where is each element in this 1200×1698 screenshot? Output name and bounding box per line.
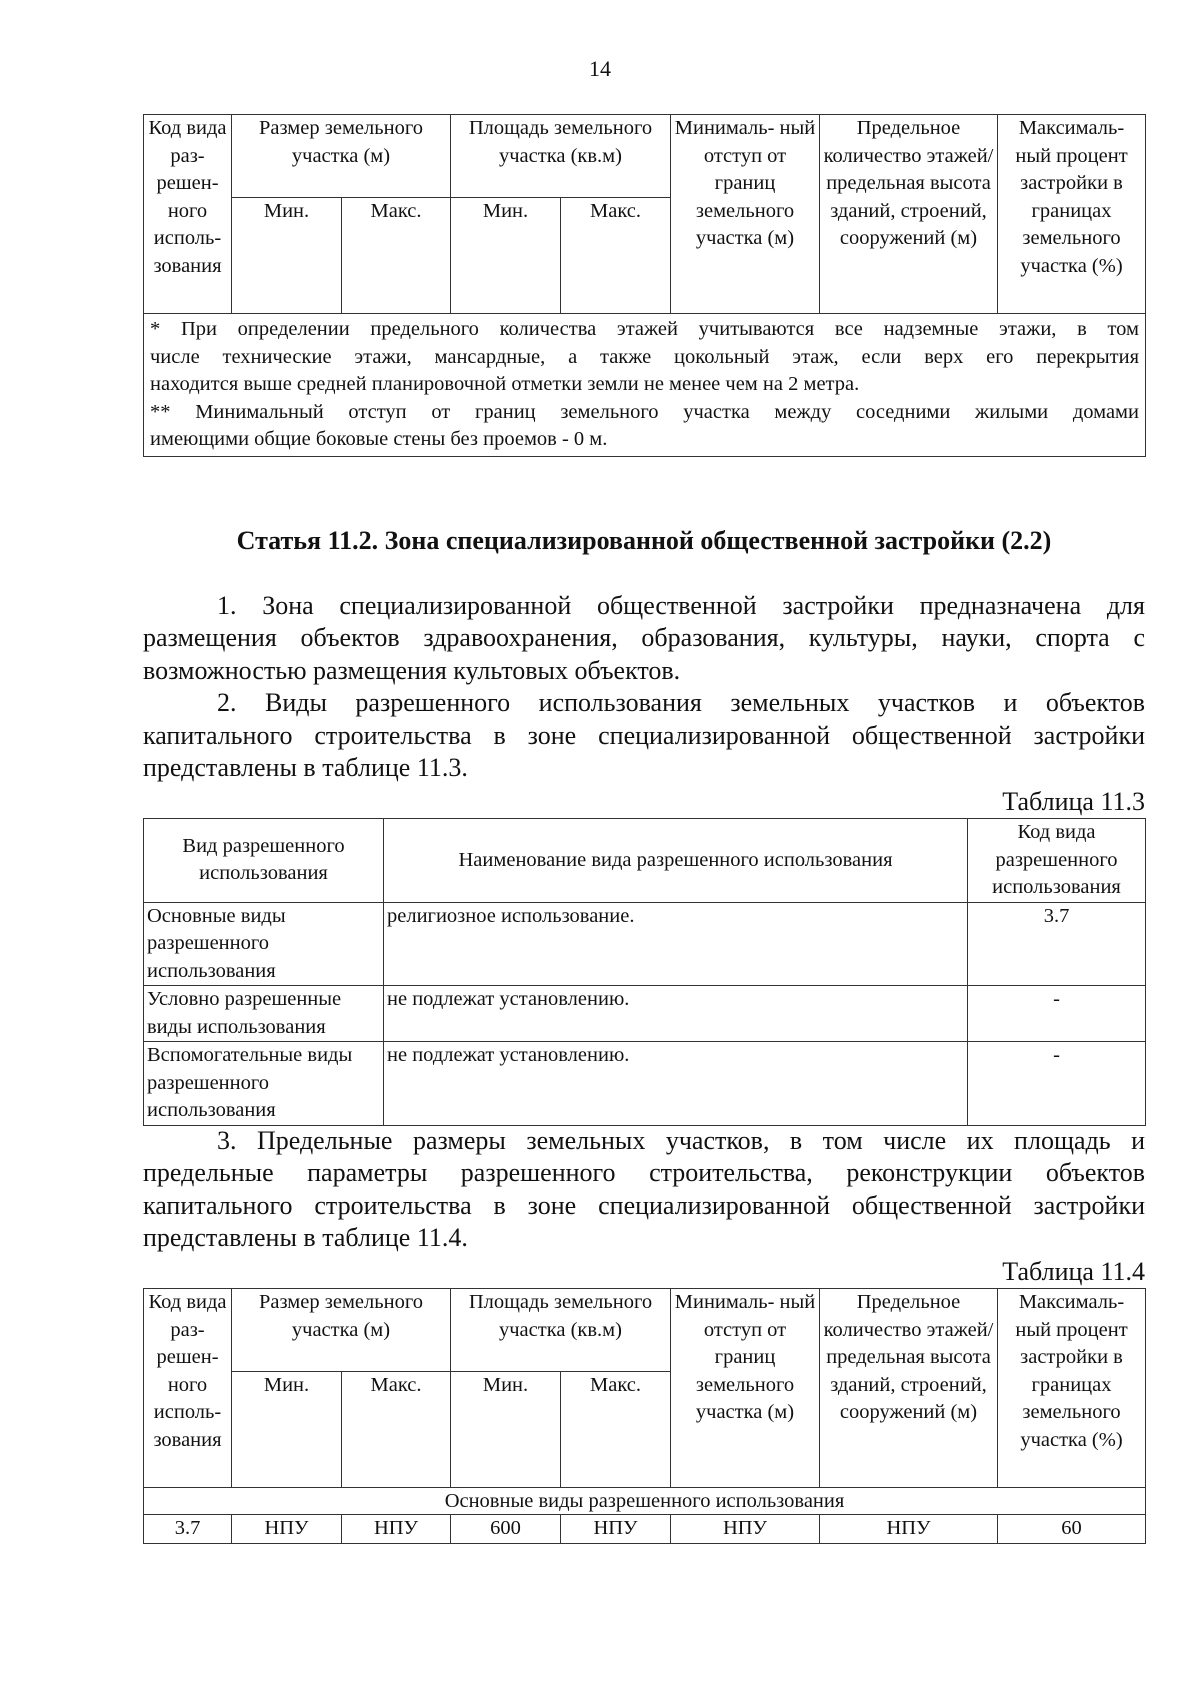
col-header-floors: Предельное количество этажей/ предельная высота зданий, строений, сооружений (м)	[820, 1289, 998, 1488]
row-type: Основные виды разрешенного использования	[144, 902, 384, 986]
paragraph-line: возможностью размещения культовых объектов.	[143, 655, 681, 685]
table-row	[144, 986, 1146, 1042]
col-header-size-min: Мин.	[232, 198, 342, 314]
paragraph-line: капитального строительства в зоне специализированной общественной застройки	[143, 1190, 1145, 1220]
col-header-area-min: Мин.	[451, 198, 561, 314]
row-code: -	[968, 1042, 1146, 1126]
note-line: находится выше средней планировочной отметки земли не менее чем на 2 метра.	[150, 373, 860, 395]
row-name: не подлежат установлению.	[384, 1042, 968, 1126]
note-line: * При определении предельного количества этажей учитываются все надземные этажи, в том	[150, 318, 1139, 340]
table-11-4-caption: Таблица 11.4	[1002, 1257, 1145, 1286]
note-line: числе технические этажи, мансардные, а также цокольный этаж, если верх его перекрытия	[150, 345, 1139, 368]
top-table	[143, 114, 1146, 457]
article-title: Статья 11.2. Зона специализированной общественной застройки (2.2)	[236, 526, 1052, 555]
section-row: Основные виды разрешенного использования	[144, 1488, 1146, 1515]
row-type: Условно разрешенные виды использования	[144, 986, 384, 1042]
paragraph-line: предельные параметры разрешенного строительства, реконструкции объектов	[143, 1158, 1145, 1188]
col-header-percent: Максималь- ный процент застройки в границах земельного участка (%)	[998, 115, 1146, 314]
paragraph-2	[143, 687, 1145, 784]
col-header-size: Размер земельного участка (м)	[232, 115, 451, 198]
cell-percent: 60	[998, 1515, 1146, 1544]
col-header-area-max: Макс.	[561, 198, 671, 314]
table-notes	[144, 314, 1146, 457]
paragraph-line: представлены в таблице 11.3.	[143, 753, 468, 783]
row-code: -	[968, 986, 1146, 1042]
paragraph-line: капитального строительства в зоне специализированной общественной застройки	[143, 720, 1145, 750]
paragraph-line: 1. Зона специализированной общественной застройки предназначена для	[217, 591, 1145, 620]
row-name: не подлежат установлению.	[384, 986, 968, 1042]
table-row	[144, 1515, 1146, 1544]
col-header-area-min: Мин.	[451, 1372, 561, 1488]
col-header-size: Размер земельного участка (м)	[232, 1289, 451, 1372]
table-11-4	[143, 1288, 1146, 1544]
cell-area-min: 600	[451, 1515, 561, 1544]
table-row	[144, 1042, 1146, 1126]
cell-code: 3.7	[144, 1515, 232, 1544]
paragraph-line: 3. Предельные размеры земельных участков, в том числе их площадь и	[217, 1126, 1145, 1155]
table-11-3	[143, 818, 1146, 1126]
col-header-code: Код вида раз- решен- ного исполь- зования	[144, 1289, 232, 1488]
col-header-area: Площадь земельного участка (кв.м)	[451, 115, 671, 198]
cell-size-min: НПУ	[232, 1515, 342, 1544]
cell-size-max: НПУ	[342, 1515, 451, 1544]
paragraph-line: 2. Виды разрешенного использования земельных участков и объектов	[217, 688, 1145, 718]
col-header-setback: Минималь- ный отступ от границ земельного участка (м)	[671, 1289, 820, 1488]
paragraph-line: размещения объектов здравоохранения, образования, культуры, науки, спорта с	[143, 623, 1145, 653]
col-header-floors: Предельное количество этажей/ предельная высота зданий, строений, сооружений (м)	[820, 115, 998, 314]
col-header-type: Вид разрешенного использования	[144, 819, 384, 903]
paragraph-line: представлены в таблице 11.4.	[143, 1223, 468, 1253]
body-paragraphs-1-2	[143, 590, 1145, 784]
row-code: 3.7	[968, 902, 1146, 986]
cell-floors: НПУ	[820, 1515, 998, 1544]
col-header-code: Код вида раз- решен- ного исполь- зования	[144, 115, 232, 314]
page-number: 14	[589, 56, 611, 81]
note-line: ** Минимальный отступ от границ земельного участка между соседними жилыми домами	[150, 400, 1139, 423]
col-header-setback: Минималь- ный отступ от границ земельного участка (м)	[671, 115, 820, 314]
paragraph-3	[143, 1125, 1145, 1255]
col-header-name: Наименование вида разрешенного использования	[384, 819, 968, 903]
cell-area-max: НПУ	[561, 1515, 671, 1544]
row-type: Вспомогательные виды разрешенного использования	[144, 1042, 384, 1126]
note-line: имеющими общие боковые стены без проемов - 0 м.	[150, 428, 608, 450]
paragraph-1	[143, 590, 1145, 687]
col-header-area-max: Макс.	[561, 1372, 671, 1488]
table-row	[144, 902, 1146, 986]
col-header-code: Код вида разрешенного использования	[968, 819, 1146, 903]
table-11-3-caption: Таблица 11.3	[1002, 787, 1145, 816]
cell-setback: НПУ	[671, 1515, 820, 1544]
col-header-size-max: Макс.	[342, 198, 451, 314]
col-header-area: Площадь земельного участка (кв.м)	[451, 1289, 671, 1372]
col-header-percent: Максималь- ный процент застройки в границах земельного участка (%)	[998, 1289, 1146, 1488]
row-name: религиозное использование.	[384, 902, 968, 986]
col-header-size-max: Макс.	[342, 1372, 451, 1488]
col-header-size-min: Мин.	[232, 1372, 342, 1488]
body-paragraph-3	[143, 1125, 1145, 1255]
